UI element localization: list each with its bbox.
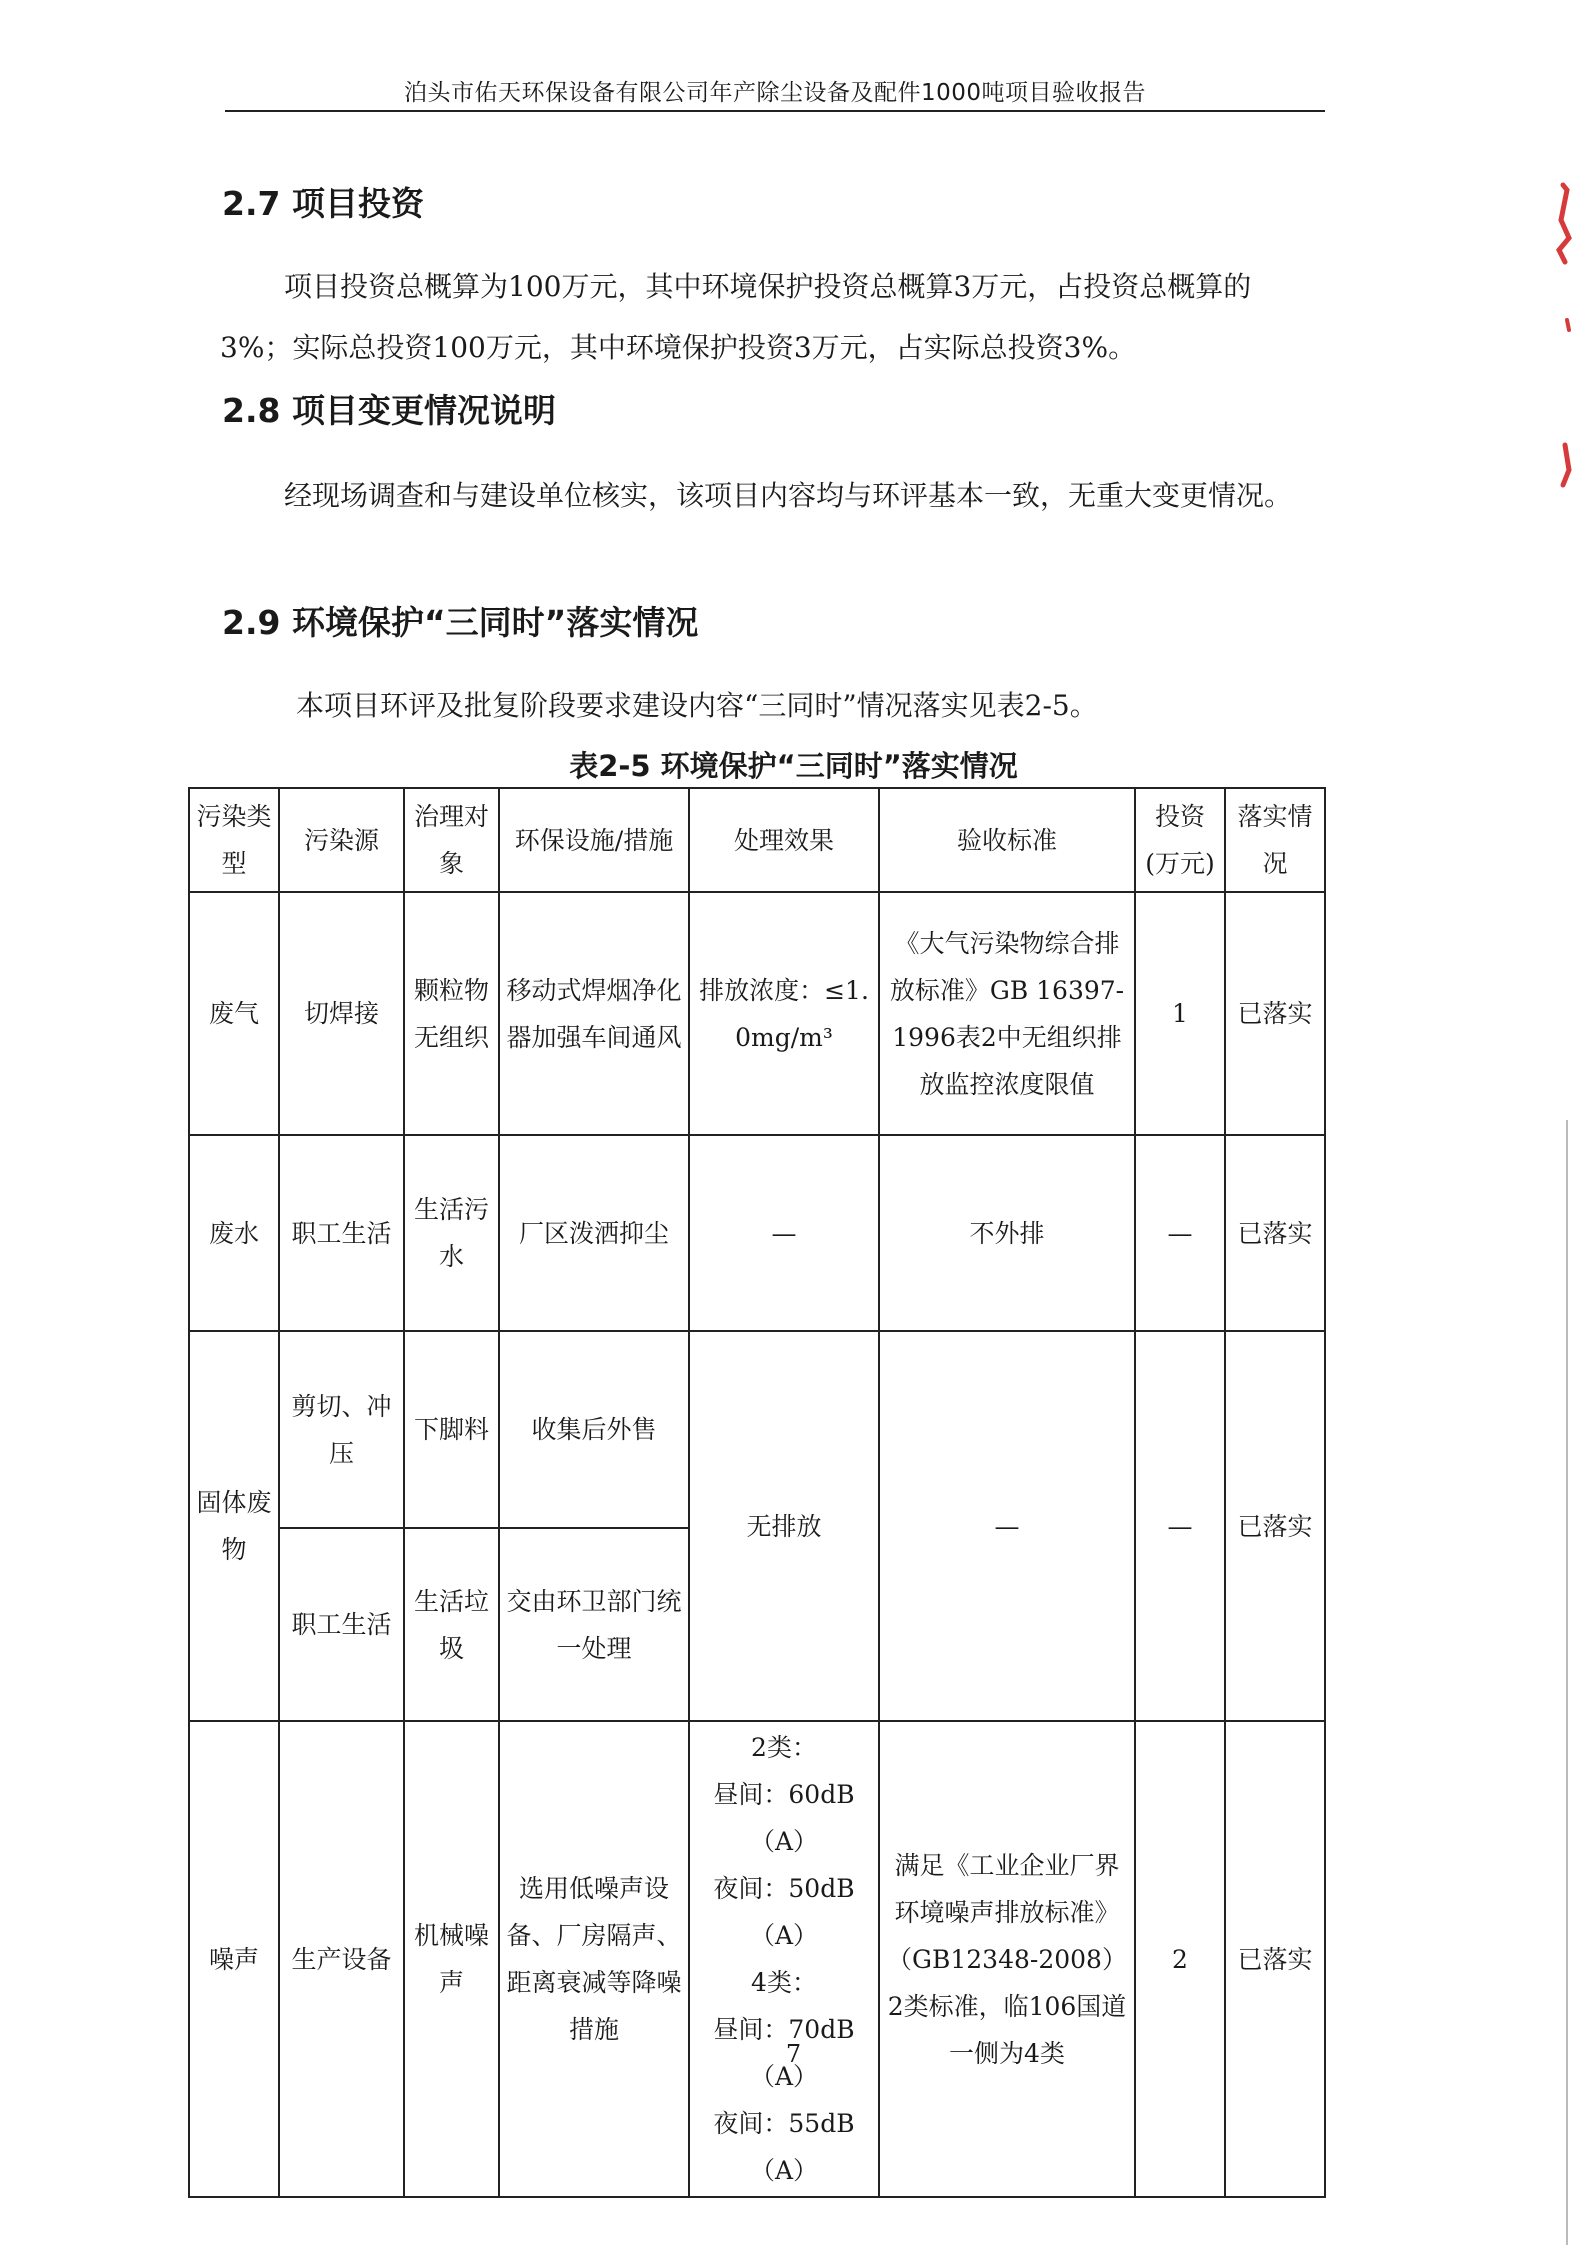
cell-status: 已落实 — [1225, 892, 1325, 1135]
cell-investment: — — [1135, 1331, 1225, 1721]
cell-investment: 1 — [1135, 892, 1225, 1135]
table-row-noise — [189, 1721, 1325, 2197]
table-row-gas — [189, 892, 1325, 1135]
header-cell: 环保设施/措施 — [499, 788, 689, 892]
effect-line: 昼间：60dB（A） — [713, 1780, 855, 1856]
header-cell: 投资(万元) — [1135, 788, 1225, 892]
cell-standard: 满足《工业企业厂界环境噪声排放标准》（GB12348-2008）2类标准，临106国道一侧为4类 — [879, 1721, 1135, 2197]
cell-source: 切焊接 — [279, 892, 404, 1135]
cell-target: 机械噪声 — [404, 1721, 499, 2197]
table-row-solid-1 — [189, 1331, 1325, 1528]
cell-status: 已落实 — [1225, 1135, 1325, 1331]
cell-type: 固体废物 — [189, 1331, 279, 1721]
header-cell: 污染类型 — [189, 788, 279, 892]
cell-status: 已落实 — [1225, 1331, 1325, 1721]
cell-source: 生产设备 — [279, 1721, 404, 2197]
section-2-9-paragraph: 本项目环评及批复阶段要求建设内容“三同时”情况落实见表2-5。 — [296, 689, 1098, 722]
cell-target: 生活垃圾 — [404, 1528, 499, 1721]
section-2-7-paragraph: 项目投资总概算为100万元，其中环境保护投资总概算3万元，占投资总概算的3%；实际总投资100万元，其中环境保护投资3万元，占实际总投资3%。 — [220, 270, 1252, 364]
cell-source: 职工生活 — [279, 1135, 404, 1331]
cell-standard: 不外排 — [879, 1135, 1135, 1331]
effect-line: 昼间：70dB（A） — [713, 2015, 855, 2091]
section-2-7-heading: 2.7 项目投资 — [222, 184, 424, 223]
effect-line: 夜间：55dB（A） — [713, 2109, 855, 2185]
cell-source: 剪切、冲压 — [279, 1331, 404, 1528]
three-simultaneity-table — [188, 787, 1326, 2198]
cell-status: 已落实 — [1225, 1721, 1325, 2197]
cell-measure: 收集后外售 — [499, 1331, 689, 1528]
cell-measure: 交由环卫部门统一处理 — [499, 1528, 689, 1721]
cell-target: 下脚料 — [404, 1331, 499, 1528]
cell-effect: 排放浓度：≤1.0mg/m³ — [689, 892, 879, 1135]
cell-target: 颗粒物无组织 — [404, 892, 499, 1135]
cell-effect — [689, 1721, 879, 2197]
header-cell: 治理对象 — [404, 788, 499, 892]
cell-effect: 无排放 — [689, 1331, 879, 1721]
effect-line: 4类： — [751, 1968, 817, 1997]
cell-type: 废水 — [189, 1135, 279, 1331]
effect-line: 2类： — [751, 1733, 817, 1762]
document-header: 泊头市佑天环保设备有限公司年产除尘设备及配件1000吨项目验收报告 — [403, 80, 1147, 106]
header-cell: 处理效果 — [689, 788, 879, 892]
cell-standard: — — [879, 1331, 1135, 1721]
scan-edge-line — [1566, 1120, 1568, 2245]
cell-measure: 选用低噪声设备、厂房隔声、距离衰减等降噪措施 — [499, 1721, 689, 2197]
table-caption: 表2-5 环境保护“三同时”落实情况 — [569, 749, 1018, 783]
section-2-8-heading: 2.8 项目变更情况说明 — [222, 391, 556, 430]
cell-type: 废气 — [189, 892, 279, 1135]
effect-line: 夜间：50dB（A） — [713, 1874, 855, 1950]
header-cell: 落实情况 — [1225, 788, 1325, 892]
cell-type: 噪声 — [189, 1721, 279, 2197]
header-rule — [225, 110, 1325, 112]
section-2-9-heading: 2.9 环境保护“三同时”落实情况 — [222, 603, 699, 642]
cell-target: 生活污水 — [404, 1135, 499, 1331]
header-cell: 验收标准 — [879, 788, 1135, 892]
header-cell: 污染源 — [279, 788, 404, 892]
table-row-water — [189, 1135, 1325, 1331]
cell-source: 职工生活 — [279, 1528, 404, 1721]
section-2-8-paragraph: 经现场调查和与建设单位核实，该项目内容均与环评基本一致，无重大变更情况。 — [284, 479, 1293, 512]
cell-standard: 《大气污染物综合排放标准》GB 16397-1996表2中无组织排放监控浓度限值 — [879, 892, 1135, 1135]
cell-measure: 移动式焊烟净化器加强车间通风 — [499, 892, 689, 1135]
cell-measure: 厂区泼洒抑尘 — [499, 1135, 689, 1331]
cell-effect: — — [689, 1135, 879, 1331]
cell-investment: — — [1135, 1135, 1225, 1331]
stamp-edge-mark — [1545, 180, 1575, 500]
page-number: 7 — [785, 2040, 802, 2068]
cell-investment: 2 — [1135, 1721, 1225, 2197]
table-header-row — [189, 788, 1325, 892]
